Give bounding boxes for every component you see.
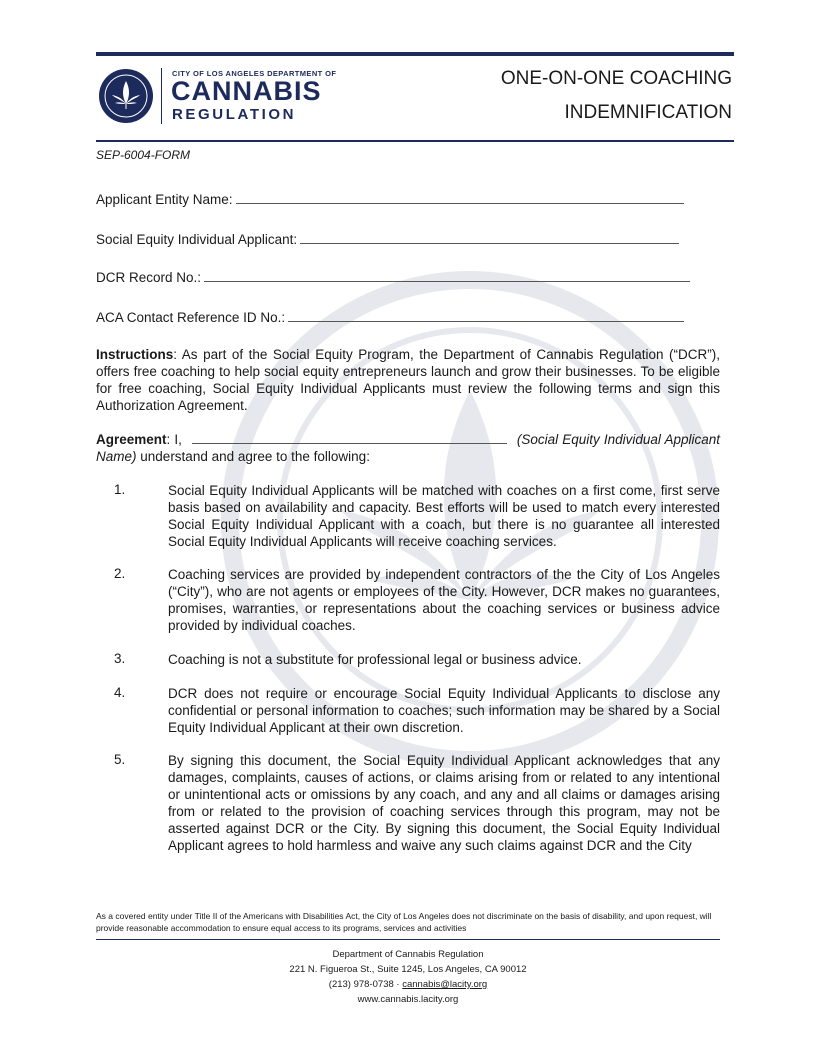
footer-rule xyxy=(96,939,720,940)
footer-address: 221 N. Figueroa St., Suite 1245, Los Angeles, CA 90012 xyxy=(289,964,527,975)
footer-email-link[interactable]: cannabis@lacity.org xyxy=(402,979,488,990)
instructions-paragraph xyxy=(96,346,720,414)
field-label: DCR Record No.: xyxy=(96,270,202,285)
term-number: 5. xyxy=(114,752,126,767)
document-title-line1: ONE-ON-ONE COACHING xyxy=(500,68,732,89)
instructions-heading: Instructions xyxy=(96,347,174,362)
document-title-line2: INDEMNIFICATION xyxy=(564,102,732,123)
term-number: 3. xyxy=(114,651,126,666)
logo-divider xyxy=(161,68,162,124)
city-seal-logo xyxy=(98,68,154,124)
header-bottom-rule xyxy=(96,140,734,142)
applicant-name-blank[interactable] xyxy=(192,431,507,444)
instructions-text: : As part of the Social Equity Program, the Department of Cannabis Regulation (“DCR”), offers free coaching to help social equity entrepreneurs launch and grow their businesses. To be eligible for free coaching, Social Equity Individual Applicants must review the following terms and sign this Authorization Agreement. xyxy=(96,347,720,413)
term-number: 1. xyxy=(114,482,126,497)
term-number: 4. xyxy=(114,685,126,700)
term-text: By signing this document, the Social Equity Individual Applicant acknowledges that any damages, complaints, causes of actions, or claims arising from or related to any intentional or unintentional acts or omissions by any coach, and any and all claims or damages arising from or related to the provision of coaching services through this program, may not be asserted against DCR or the City. By signing this document, the Social Equity Individual Applicant agrees to hold harmless and waive any such claims against DCR and the City xyxy=(168,753,720,853)
logo-sub-text: REGULATION xyxy=(172,106,297,123)
logo-dept-line: CITY OF LOS ANGELES DEPARTMENT OF xyxy=(172,69,337,78)
term-number: 2. xyxy=(114,566,126,581)
field-aca-contact-reference[interactable] xyxy=(96,309,684,325)
agreement-heading: Agreement xyxy=(96,432,167,447)
ada-notice: As a covered entity under Title II of the Americans with Disabilities Act, the City of Los Angeles does not discriminate on the basis of disability, and upon request, will provide reasonable accommodation to ensure equal access to its programs, services and activities xyxy=(96,911,712,933)
agreement-suffix: understand and agree to the following: xyxy=(140,449,370,464)
field-line[interactable] xyxy=(288,309,684,322)
field-line[interactable] xyxy=(204,269,690,282)
field-line[interactable] xyxy=(300,231,679,244)
field-label: Social Equity Individual Applicant: xyxy=(96,232,298,247)
field-applicant-entity-name[interactable] xyxy=(96,191,684,207)
term-text: Coaching services are provided by independent contractors of the the City of Los Angeles (“City”), who are not agents or employees of the City. However, DCR makes no guarantees, promises, warranties, or representations about the coaching services or business advice provided by individual coaches. xyxy=(168,567,720,633)
footer-department: Department of Cannabis Regulation xyxy=(332,949,484,960)
footer-phone: (213) 978-0738 · xyxy=(328,979,400,990)
term-text: Coaching is not a substitute for professional legal or business advice. xyxy=(168,652,582,667)
agreement-prefix: : I, xyxy=(166,432,182,447)
form-number: SEP-6004-FORM xyxy=(96,148,191,162)
field-label: ACA Contact Reference ID No.: xyxy=(96,310,286,325)
header-top-rule xyxy=(96,52,734,56)
field-social-equity-applicant[interactable] xyxy=(96,231,679,247)
field-label: Applicant Entity Name: xyxy=(96,192,233,207)
field-dcr-record-no[interactable] xyxy=(96,269,690,285)
footer-contact xyxy=(0,979,816,990)
logo-main-text: CANNABIS xyxy=(171,76,322,106)
term-text: Social Equity Individual Applicants will be matched with coaches on a first come, first serve basis based on availability and capacity. Best efforts will be used to match every interested Social Equity Individual Applicant with a coach, but there is no guarantee all interested Social Equity Individual Applicants will receive coaching services. xyxy=(168,483,720,549)
field-line[interactable] xyxy=(236,191,684,204)
term-text: DCR does not require or encourage Social Equity Individual Applicants to disclose any confidential or personal information to coaches; such information may be shared by a Social Equity Individual Applicant at their own discretion. xyxy=(168,686,720,735)
agreement-paragraph xyxy=(96,431,720,465)
agreement-blank-hint: (Social Equity Individual Applicant Name) xyxy=(96,432,720,464)
footer-website[interactable]: www.cannabis.lacity.org xyxy=(357,994,459,1005)
